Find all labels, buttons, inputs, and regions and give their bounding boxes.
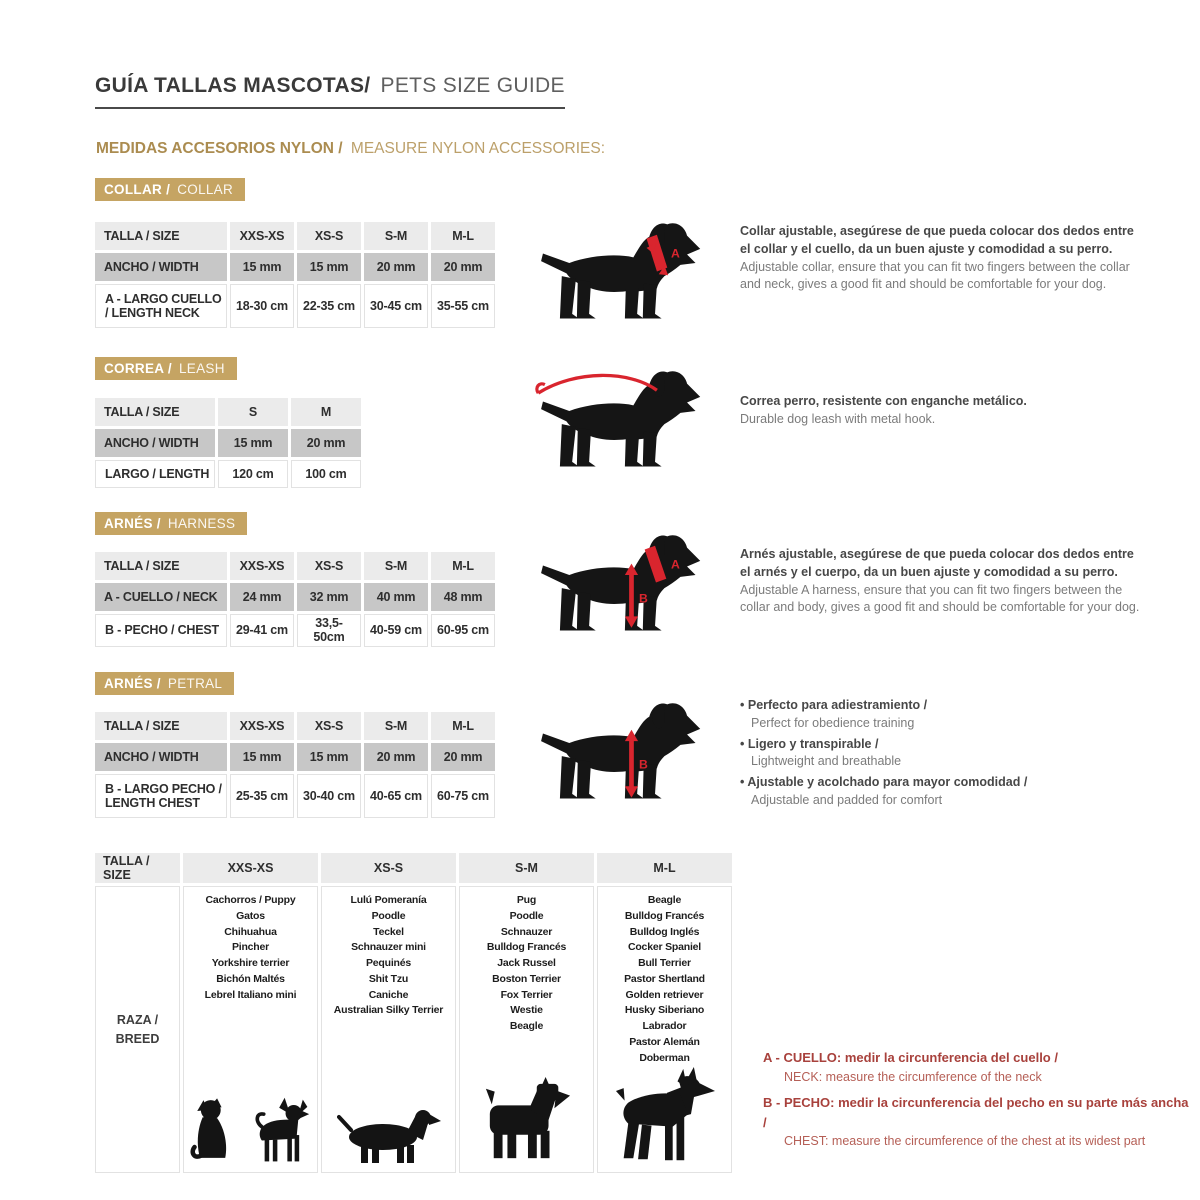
page-subtitle-en: MEASURE NYLON ACCESSORIES: bbox=[350, 140, 605, 157]
breed-name: Bulldog Francés bbox=[624, 909, 705, 922]
section-badge-collar bbox=[95, 178, 245, 201]
leash-desc-es: Correa perro, resistente con enganche metálico. bbox=[740, 394, 1027, 408]
page-title bbox=[95, 74, 565, 109]
badge-harness-en: HARNESS bbox=[167, 516, 236, 531]
harness-dog-illustration bbox=[533, 526, 713, 639]
breed-name: Schnauzer bbox=[500, 925, 553, 938]
breed-header-cell: M-L bbox=[597, 853, 732, 883]
collar-width-cell: 15 mm bbox=[297, 253, 361, 281]
raza-breed-label-cell bbox=[95, 886, 180, 1173]
petral-bullet-es: • Perfecto para adiestramiento / bbox=[740, 697, 1142, 715]
petral-marker-b: B bbox=[639, 757, 648, 772]
leash-size-table bbox=[95, 398, 361, 491]
note-chest bbox=[763, 1093, 1193, 1151]
note-neck-en: NECK: measure the circumference of the neck bbox=[784, 1069, 1042, 1084]
breed-name: Beagle bbox=[509, 1020, 544, 1032]
breed-name: Yorkshire terrier bbox=[211, 957, 290, 969]
collar-length-cell: 35-55 cm bbox=[431, 284, 495, 328]
collar-desc-es: Collar ajustable, asegúrese de que pueda colocar dos dedos entre el collar y el cuello, da un buen ajuste y comodidad a su perro. bbox=[740, 224, 1134, 256]
section-badge-leash bbox=[95, 357, 237, 380]
breed-header-cell: XS-S bbox=[321, 853, 456, 883]
harness-header-cell: TALLA / SIZE bbox=[95, 552, 227, 580]
harness-header-cell: S-M bbox=[364, 552, 428, 580]
petral-width-cell: 15 mm bbox=[297, 743, 361, 771]
collar-header-cell: TALLA / SIZE bbox=[95, 222, 227, 250]
petral-bullet-en: Perfect for obedience training bbox=[751, 715, 915, 730]
leash-desc-en: Durable dog leash with metal hook. bbox=[740, 411, 936, 426]
breed-name: Gatos bbox=[236, 909, 265, 922]
breed-name: Lebrel Italiano mini bbox=[204, 988, 297, 1001]
collar-marker-a: A bbox=[671, 246, 680, 261]
harness-chest-cell: 33,5-50cm bbox=[297, 614, 361, 647]
leash-header-cell: M bbox=[291, 398, 361, 426]
breed-name: Pequinés bbox=[365, 957, 412, 969]
breed-name: Jack Russel bbox=[497, 957, 556, 969]
harness-neck-cell: 48 mm bbox=[431, 583, 495, 611]
breed-name: Bull Terrier bbox=[638, 957, 691, 969]
breed-name: Bulldog Francés bbox=[486, 941, 567, 954]
collar-length-cell: A - LARGO CUELLO / LENGTH NECK bbox=[95, 284, 227, 328]
page-subtitle-es: MEDIDAS ACCESORIOS NYLON / bbox=[96, 140, 343, 157]
harness-desc-en: Adjustable A harness, ensure that you can fit two fingers between the collar and body, gives a good fit and should be comfortable for your dog. bbox=[740, 582, 1140, 615]
measuring-notes bbox=[763, 1048, 1193, 1158]
dachshund-silhouette bbox=[337, 1104, 441, 1166]
badge-petral-en: PETRAL bbox=[167, 676, 223, 691]
breed-name: Fox Terrier bbox=[500, 988, 553, 1001]
note-neck-es: A - CUELLO: medir la circunferencia del cuello / bbox=[763, 1050, 1058, 1065]
petral-chest-cell: 60-75 cm bbox=[431, 774, 495, 818]
leash-header-cell: TALLA / SIZE bbox=[95, 398, 215, 426]
schnauzer-silhouette bbox=[482, 1076, 572, 1166]
harness-chest-cell: 29-41 cm bbox=[230, 614, 294, 647]
breed-name: Pastor Shertland bbox=[624, 972, 705, 985]
harness-size-table bbox=[95, 552, 495, 650]
breed-name: Doberman bbox=[639, 1051, 690, 1064]
breed-name: Caniche bbox=[368, 988, 409, 1001]
breed-name: Golden retriever bbox=[625, 988, 704, 1001]
petral-width-cell: 20 mm bbox=[364, 743, 428, 771]
leash-description bbox=[740, 393, 1142, 429]
harness-chest-cell: B - PECHO / CHEST bbox=[95, 614, 227, 647]
collar-header-cell: XS-S bbox=[297, 222, 361, 250]
collar-size-table bbox=[95, 222, 495, 331]
badge-harness-es: ARNÉS / bbox=[104, 516, 161, 531]
page-title-es: GUÍA TALLAS MASCOTAS/ bbox=[95, 74, 371, 97]
petral-chest-cell: B - LARGO PECHO / LENGTH CHEST bbox=[95, 774, 227, 818]
breed-name: Husky Siberiano bbox=[624, 1004, 705, 1017]
doberman-silhouette bbox=[613, 1066, 717, 1166]
page-title-en: PETS SIZE GUIDE bbox=[380, 74, 565, 97]
breed-name: Beagle bbox=[647, 894, 682, 906]
petral-bullet-es: • Ajustable y acolchado para mayor comodidad / bbox=[740, 774, 1142, 792]
petral-width-cell: 15 mm bbox=[230, 743, 294, 771]
leash-length-cell: 100 cm bbox=[291, 460, 361, 488]
breed-header-cell: XXS-XS bbox=[183, 853, 318, 883]
petral-header-cell: XS-S bbox=[297, 712, 361, 740]
breed-col-m-l bbox=[597, 886, 732, 1173]
badge-petral-es: ARNÉS / bbox=[104, 676, 161, 691]
petral-header-cell: M-L bbox=[431, 712, 495, 740]
breed-name: Chihuahua bbox=[224, 925, 277, 938]
note-neck bbox=[763, 1048, 1193, 1086]
raza-breed-label: RAZA / BREED bbox=[115, 1012, 160, 1046]
collar-header-cell: M-L bbox=[431, 222, 495, 250]
breed-size-table bbox=[95, 853, 726, 1172]
collar-length-cell: 30-45 cm bbox=[364, 284, 428, 328]
petral-size-table bbox=[95, 712, 495, 821]
badge-collar-en: COLLAR bbox=[177, 182, 234, 197]
collar-header-cell: S-M bbox=[364, 222, 428, 250]
badge-leash-es: CORREA / bbox=[104, 361, 172, 376]
harness-desc-es: Arnés ajustable, asegúrese de que pueda colocar dos dedos entre el arnés y el cuerpo, da un buen ajuste y comodidad a su perro. bbox=[740, 547, 1134, 579]
xxs-xs-silhouettes bbox=[190, 1092, 311, 1166]
leash-dog-illustration bbox=[533, 362, 713, 475]
harness-description bbox=[740, 546, 1142, 617]
badge-collar-es: COLLAR / bbox=[104, 182, 171, 197]
petral-width-cell: 20 mm bbox=[431, 743, 495, 771]
breed-name: Lulú Pomeranía bbox=[350, 894, 427, 906]
harness-marker-b: B bbox=[639, 591, 648, 606]
breed-name: Schnauzer mini bbox=[351, 941, 426, 954]
s-m-silhouette bbox=[482, 1076, 572, 1166]
breed-name: Australian Silky Terrier bbox=[333, 1004, 444, 1017]
harness-header-cell: XS-S bbox=[297, 552, 361, 580]
harness-neck-cell: 24 mm bbox=[230, 583, 294, 611]
breed-name: Cachorros / Puppy bbox=[205, 894, 296, 906]
breed-name: Bichón Maltés bbox=[216, 972, 285, 985]
petral-chest-cell: 25-35 cm bbox=[230, 774, 294, 818]
leash-length-cell: LARGO / LENGTH bbox=[95, 460, 215, 488]
breed-name: Cocker Spaniel bbox=[627, 941, 702, 954]
harness-header-cell: XXS-XS bbox=[230, 552, 294, 580]
breed-col-xs-s bbox=[321, 886, 456, 1173]
petral-header-cell: S-M bbox=[364, 712, 428, 740]
petral-header-cell: XXS-XS bbox=[230, 712, 294, 740]
petral-bullet bbox=[740, 736, 1142, 772]
breed-name: Poodle bbox=[371, 909, 406, 922]
breed-name: Labrador bbox=[642, 1020, 687, 1032]
breed-header-cell: S-M bbox=[459, 853, 594, 883]
collar-length-cell: 18-30 cm bbox=[230, 284, 294, 328]
petral-dog-illustration bbox=[533, 694, 713, 807]
breed-col-s-m bbox=[459, 886, 594, 1173]
xs-s-silhouette bbox=[337, 1104, 441, 1166]
breed-name: Bulldog Inglés bbox=[629, 925, 700, 938]
petral-header-cell: TALLA / SIZE bbox=[95, 712, 227, 740]
section-badge-harness bbox=[95, 512, 247, 535]
harness-chest-cell: 60-95 cm bbox=[431, 614, 495, 647]
harness-neck-cell: 32 mm bbox=[297, 583, 361, 611]
note-chest-es: B - PECHO: medir la circunferencia del pecho en su parte más ancha / bbox=[763, 1095, 1189, 1130]
collar-desc-en: Adjustable collar, ensure that you can fit two fingers between the collar and neck, gives a good fit and should be comfortable for your dog. bbox=[740, 259, 1130, 292]
note-chest-en: CHEST: measure the circumference of the chest at its widest part bbox=[784, 1134, 1146, 1149]
petral-width-cell: ANCHO / WIDTH bbox=[95, 743, 227, 771]
breed-header-cell: TALLA / SIZE bbox=[95, 853, 180, 883]
petral-bullet bbox=[740, 697, 1142, 733]
collar-width-cell: 20 mm bbox=[431, 253, 495, 281]
petral-bullet-es: • Ligero y transpirable / bbox=[740, 736, 1142, 754]
leash-width-cell: 15 mm bbox=[218, 429, 288, 457]
breed-name: Boston Terrier bbox=[492, 972, 561, 985]
petral-bullet bbox=[740, 774, 1142, 810]
chihuahua-silhouette bbox=[251, 1095, 311, 1166]
section-badge-petral bbox=[95, 672, 234, 695]
petral-bullet-en: Adjustable and padded for comfort bbox=[751, 792, 943, 807]
collar-width-cell: 15 mm bbox=[230, 253, 294, 281]
breed-name: Teckel bbox=[373, 925, 404, 938]
leash-header-cell: S bbox=[218, 398, 288, 426]
breed-name: Pug bbox=[516, 894, 537, 906]
leash-width-cell: ANCHO / WIDTH bbox=[95, 429, 215, 457]
badge-leash-en: LEASH bbox=[178, 361, 225, 376]
petral-chest-cell: 30-40 cm bbox=[297, 774, 361, 818]
cat-silhouette bbox=[190, 1092, 246, 1166]
harness-marker-a: A bbox=[671, 557, 680, 572]
harness-chest-cell: 40-59 cm bbox=[364, 614, 428, 647]
collar-description bbox=[740, 223, 1142, 294]
page-subtitle bbox=[96, 140, 605, 158]
collar-header-cell: XXS-XS bbox=[230, 222, 294, 250]
petral-chest-cell: 40-65 cm bbox=[364, 774, 428, 818]
petral-bullet-en: Lightweight and breathable bbox=[751, 754, 902, 769]
breed-name: Westie bbox=[510, 1004, 543, 1017]
collar-width-cell: ANCHO / WIDTH bbox=[95, 253, 227, 281]
collar-length-cell: 22-35 cm bbox=[297, 284, 361, 328]
breed-name: Pincher bbox=[231, 941, 270, 954]
petral-feature-list bbox=[740, 697, 1142, 813]
breed-name: Pastor Alemán bbox=[629, 1035, 700, 1048]
breed-name: Poodle bbox=[509, 909, 544, 922]
harness-neck-cell: 40 mm bbox=[364, 583, 428, 611]
breed-col-xxs-xs bbox=[183, 886, 318, 1173]
leash-length-cell: 120 cm bbox=[218, 460, 288, 488]
breed-name: Shit Tzu bbox=[368, 972, 409, 985]
leash-width-cell: 20 mm bbox=[291, 429, 361, 457]
collar-dog-illustration bbox=[533, 214, 713, 327]
harness-neck-cell: A - CUELLO / NECK bbox=[95, 583, 227, 611]
m-l-silhouette bbox=[613, 1066, 717, 1166]
collar-width-cell: 20 mm bbox=[364, 253, 428, 281]
harness-header-cell: M-L bbox=[431, 552, 495, 580]
